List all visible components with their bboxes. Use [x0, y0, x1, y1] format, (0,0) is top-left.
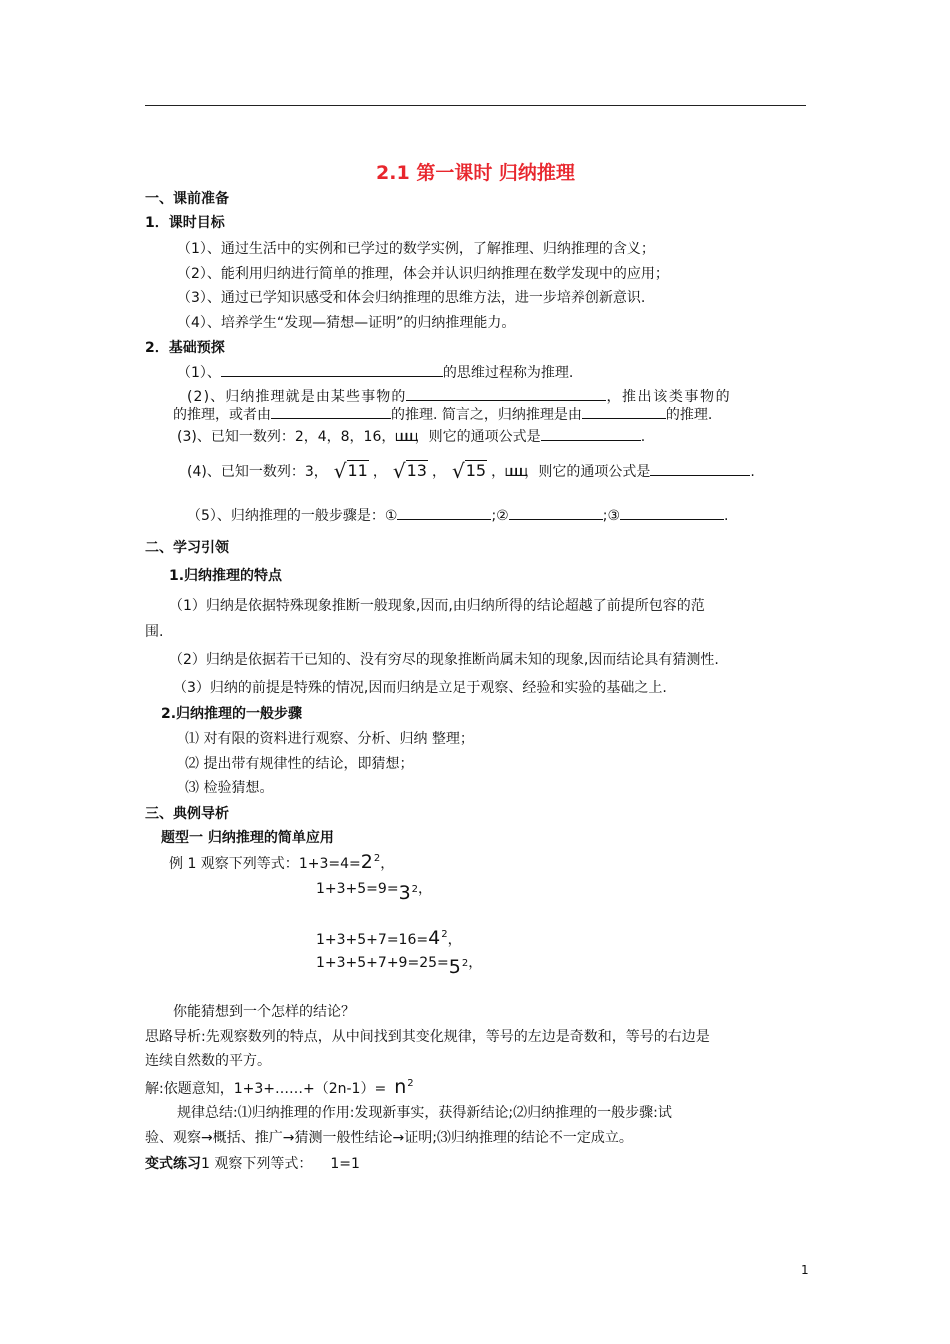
solution-text: 解:依题意知，1+3+……+（2n-1）= [145, 1081, 387, 1097]
question-5-text: （5）、归纳推理的一般步骤是：① [187, 508, 398, 524]
question-3-blank[interactable] [541, 426, 641, 441]
question-5-mid-1: ;② [491, 508, 509, 524]
analysis-line-2: 连续自然数的平方。 [145, 1053, 271, 1069]
separator: ， [431, 464, 446, 480]
question-4-text: (4)、已知一数列：3， [187, 464, 328, 480]
question-3 [177, 426, 645, 448]
sqrt-15: √15 [451, 459, 487, 483]
question-3-tail: ，则它的通项公式是 [414, 429, 541, 445]
question-3-text: (3)、已知一数列：2，4，8，16， [177, 429, 396, 445]
solution [145, 1077, 414, 1101]
question-1-blank[interactable] [221, 362, 443, 377]
eq-1-base: 2 [360, 851, 373, 873]
analysis-line-1: 思路导析:先观察数列的特点，从中间找到其变化规律，等号的左边是奇数和，等号的右边是 [145, 1029, 710, 1045]
page-title: 2.1 第一课时 归纳推理 [376, 162, 575, 184]
section-2-heading: 二、学习引领 [145, 540, 229, 556]
feature-1-line-1: （1）归纳是依据特殊现象推断一般现象,因而,由归纳所得的结论超越了前提所包容的范 [169, 598, 705, 614]
eq-1-exponent: 2 [373, 853, 381, 864]
question-2-blank-3[interactable] [582, 404, 666, 419]
separator: ， [372, 464, 387, 480]
variant-text: 1 观察下列等式： [201, 1156, 313, 1172]
question-2-part-b: ，推出该类事物的 [606, 389, 732, 405]
question-1-prefix: （1）、 [177, 365, 221, 381]
sqrt-15-radicand: 15 [465, 461, 487, 480]
variant-exercise [145, 1154, 360, 1174]
feature-1-line-2: 围. [145, 624, 164, 640]
question-5-end: . [724, 508, 729, 524]
question-5 [187, 505, 728, 526]
eq-1-lhs: 1+3=4= [298, 856, 361, 872]
eq-2-lhs: 1+3+5=9= [316, 881, 399, 897]
header-rule [145, 105, 806, 106]
section-1-heading: 一、课前准备 [145, 191, 229, 207]
feature-3: （3）归纳的前提是特殊的情况,因而归纳是立足于观察、经验和实验的基础之上. [173, 680, 667, 696]
section-3-heading: 三、典例导析 [145, 806, 229, 822]
question-4 [187, 455, 755, 487]
sqrt-11: √11 [333, 459, 368, 483]
question-2-blank-1[interactable] [406, 386, 606, 401]
question-5-blank-2[interactable] [509, 505, 603, 520]
eq-1-comma: ， [380, 856, 395, 872]
step-1: ⑴ 对有限的资料进行观察、分析、归纳 整理； [185, 731, 474, 747]
goal-2: （2）、能利用归纳进行简单的推理，体会并认识归纳推理在数学发现中的应用； [177, 266, 669, 282]
example-1-line-2 [316, 880, 432, 910]
question-2-part-d: 的推理. 简言之，归纳推理是由 [391, 407, 582, 423]
question-2-line-2 [173, 404, 712, 425]
guess-question: 你能猜想到一个怎样的结论？ [173, 1004, 355, 1020]
eq-3-exponent: 2 [441, 929, 448, 940]
step-3: ⑶ 检验猜想。 [185, 780, 274, 796]
separator: ， [491, 464, 506, 480]
eq-2-exponent: 2 [411, 884, 419, 895]
steps-heading: 2.归纳推理的一般步骤 [161, 706, 303, 722]
summary-line-1: 规律总结:⑴归纳推理的作用:发现新事实，获得新结论;⑵归纳推理的一般步骤:试 [177, 1105, 672, 1121]
subsection-goals-heading: 1．课时目标 [145, 215, 225, 231]
example-1-line-1 [169, 852, 394, 876]
variant-label: 变式练习 [145, 1156, 201, 1172]
variant-equation: 1=1 [330, 1156, 360, 1172]
eq-4-comma: ， [468, 955, 483, 971]
sqrt-11-radicand: 11 [347, 461, 368, 480]
question-2-part-c: 的推理，或者由 [173, 407, 271, 423]
eq-4-exponent: 2 [461, 958, 469, 969]
question-3-end: . [640, 429, 646, 445]
eq-4-base: 5 [448, 956, 461, 978]
question-1 [177, 362, 573, 383]
eq-3-base: 4 [428, 927, 441, 949]
goal-4: （4）、培养学生“发现—猜想—证明”的归纳推理能力。 [177, 315, 516, 331]
eq-2-base: 3 [398, 882, 411, 904]
question-4-blank[interactable] [650, 461, 750, 476]
question-2-blank-2[interactable] [271, 404, 391, 419]
question-1-suffix: 的思维过程称为推理. [442, 365, 574, 381]
question-2-part-e: 的推理. [665, 407, 713, 423]
question-5-blank-3[interactable] [620, 505, 724, 520]
eq-2-comma: ， [418, 881, 433, 897]
sqrt-13: √13 [392, 459, 427, 483]
question-2-part-a: (2)、归纳推理就是由某些事物的 [187, 389, 407, 405]
sqrt-13-radicand: 13 [406, 461, 427, 480]
solution-base: n [394, 1076, 407, 1098]
summary-line-2: 验、观察→概括、推广→猜测一般性结论→证明;⑶归纳推理的结论不一定成立。 [145, 1130, 633, 1146]
solution-exponent: 2 [407, 1078, 414, 1089]
question-4-tail: ，则它的通项公式是 [524, 464, 651, 480]
question-5-blank-1[interactable] [397, 505, 491, 520]
question-4-end: . [750, 464, 755, 480]
eq-3-comma: ， [447, 932, 462, 948]
example-1-line-4 [316, 954, 482, 984]
example-1-label: 例 1 观察下列等式： [169, 856, 299, 872]
features-heading: 1.归纳推理的特点 [169, 568, 283, 584]
ellipsis-glyphs: ⊔⊔⊔⊔ [395, 430, 415, 445]
subsection-preview-heading: 2．基础预探 [145, 340, 225, 356]
eq-3-lhs: 1+3+5+7=16= [316, 932, 429, 948]
question-5-mid-2: ;③ [602, 508, 621, 524]
ellipsis-glyphs: ⊔⊔⊔⊔ [505, 465, 525, 480]
type-1-heading: 题型一 归纳推理的简单应用 [161, 830, 334, 846]
example-1-line-3 [316, 928, 462, 952]
goal-3: （3）、通过已学知识感受和体会归纳推理的思维方法，进一步培养创新意识. [177, 290, 646, 306]
feature-2: （2）归纳是依据若干已知的、没有穷尽的现象推断尚属未知的现象,因而结论具有猜测性. [169, 652, 719, 668]
eq-4-lhs: 1+3+5+7+9=25= [316, 955, 449, 971]
page-number: 1 [801, 1263, 809, 1277]
goal-1: （1）、通过生活中的实例和已学过的数学实例，了解推理、归纳推理的含义； [177, 241, 655, 257]
step-2: ⑵ 提出带有规律性的结论，即猜想； [185, 756, 414, 772]
